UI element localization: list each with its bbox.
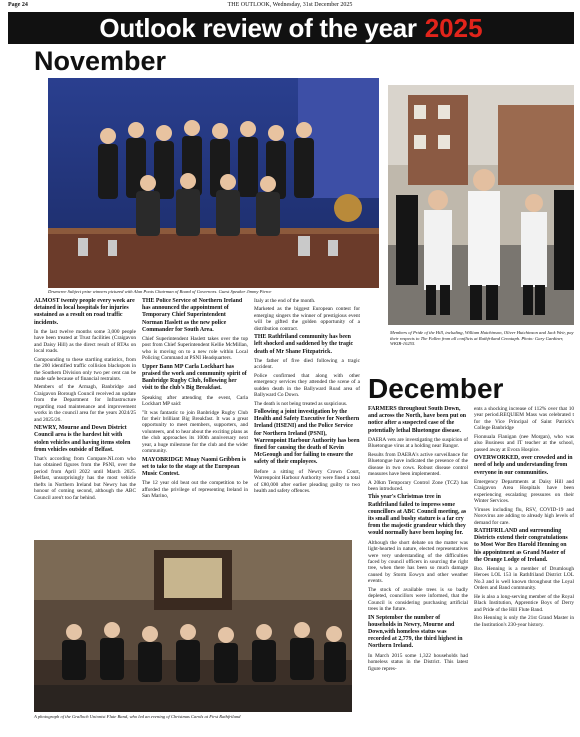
story-headline: RATHFRILAND and surrounding Districts extend their congratulations to Most Wor Bro Harold Henning on his appointment as Grand Master of the Orange Lodge of Ireland. [474,527,568,563]
story-text: Before a sitting of Newry Crown Court, Warrenpoint Harbour Authority were fined a total of £80,000 after earlier pleading guilty to two health and safety offences. [254,468,360,495]
banner-title: Outlook review of the year [99,12,417,43]
story-text: Emergency Departments at Daisy Hill and Craigavon Area Hospitals have been experiencing escalating pressures on their Winter Services. [474,478,574,505]
story-text: DAERA vets are investigating the suspicion of Bluetongue virus at a holding near Bangor. [368,436,468,450]
story-text: He is also a long-serving member of the Royal Black Institution, Apprentice Boys of Derry and Pride of the Hill Flute Band. [474,593,574,613]
banner-year: 2025 [424,12,483,43]
story-text: The death is not being treated as suspicious. [254,400,348,407]
story-text: A 20km Temporary Control Zone (TCZ) has been introduced. [368,479,468,492]
story-text: That's according from Compare.NI.com who has obtained figures from the PSNI, over the period from April 2022 until March 2025. Belfast, unsurprisingly has the most vehicle thefts in Northern Ireland but Newry has the honour of coming second, although the ABC Council aren't too far behind. [34,455,136,501]
december-column-2 [474,406,574,728]
cenotaph-photo [388,85,574,325]
december-heading: December [368,373,504,404]
story-headline: FARMERS throughout South Down, and across the North, have been put on notice after a suspected case of the potentially lethal Bluetongue disease. [368,406,467,434]
story-text: Police confirmed that along with other emergency services they attended the scene of a sudden death in the Ballyward Road area of Ballyward Co Down. [254,372,360,399]
prize-winners-photo [48,78,379,288]
story-headline: Upper Bann MP Carla Lockhart has praised the work and community spirit of Banbridge Rugby Club, following her visit to the club's Big Breakfast. [142,363,247,392]
story-headline: OVERWORKED, over crowded and in need of help and understanding from everyone in our communities. [474,455,573,476]
story-text: The stock of available trees is so badly depleted, councillors were informed, that the Council is considering purchasing artificial trees in the future. [368,586,468,613]
review-banner [8,12,574,44]
story-text: Marketed as the biggest European contest for emerging singers the winner of prestigious event will be gifted the golden opportunity of a distribution contract. [254,306,360,332]
masthead: THE OUTLOOK, Wednesday, 31st December 2025 [227,2,353,8]
prize-winners-caption: Drumcree Subject prize winners pictured with Alan Poots Chairman of Board of Governors. Guest Speaker Jimmy Pierce [48,289,272,294]
story-text: Viruses including flu, RSV, COVID-19 and Norovirus are adding to already high levels of demand for care. [474,506,574,526]
story-text: In the last twelve months some 3,000 people have been treated at Trust facilities (Craigavon and Daisy Hill) as the direct result of RTAs on local roads. [34,328,136,355]
story-text: Chief Superintendent Haslett takes over the top post from Chief Superintendent Kellie McMillan, who is moving on to a new role within Local Policing Command at PSNI Headquarters. [142,336,248,362]
december-column-1 [368,406,468,728]
story-text: Results from DAERA's active surveillance for Bluetongue have indicated the presence of the disease in two cows. Robust disease control measures have been implemented. [368,451,468,478]
story-text: In March 2015 some 1,322 households had homeless status in the District. This latest figure repres- [368,652,468,672]
flute-band-caption: A photograph of the Gralloch Unionist Flute Band, who led an evening of Christmas Carols at First Rathfriland [34,714,241,719]
story-headline: MAYOBRIDGE Muay Naomi Gribben is set to take to the stage at the European Music Contest. [142,456,246,478]
story-text: Although the short debate on the matter was light-hearted in nature, elected representatives were very understanding of the difficulties faced by council officers in sourcing the right tree, when there has been so much damage caused by Storm Eowyn and other weather events. [368,539,468,585]
story-text: Bro Henning is only the 21st Grand Master in the Institution's 230-year history. [474,615,574,628]
story-headline: THE Police Service of Northern Ireland has announced the appointment of Temporary Chief Superintendent Norman Haslett as the new police Commander for South Area. [142,298,243,333]
story-text: Fionnuala Flanigan (nee Morgan), who was also Business and IT teacher at the school, passed away at Evora Hospice. [474,433,574,453]
story-text: ents a shocking increase of 112% over that 10 year period.REQUIEM Mass was celebrated t for the Vice Principal of Saint Patrick's College Banbridge [474,406,574,432]
flute-band-photo [34,540,352,712]
story-headline: ALMOST twenty people every week are detained in local hospitals for injuries sustained as a result on road traffic incidents. [34,298,135,326]
story-headline: This year's Christmas tree in Rathfriland failed to impress some councillors at ABC Council meeting, as its small and bushy stature is a far cry from the majestic grandeur which they would normally have been hoping for. [368,494,467,537]
story-text: Italy at the end of the month. [254,298,316,304]
story-text: The father of five died following a tragic accident. [254,357,360,371]
story-headline: THE Rathfriland community has been left shocked and saddened by the tragic death of Mr Shane Fitzpatrick. [254,334,354,355]
story-headline: Following a joint investigation by the Health and Safety Executive for Northern Ireland (HSENI) and the Police Service for Northern Ireland (PSNI), Warrenpoint Harbour Authority has been fined for causing the death of Kevin McGeough and for failing to ensure the safety of their employees. [254,409,360,466]
story-text: "It was fantastic to join Banbridge Rugby Club for their brilliant Big Breakfast. It was a great opportunity to meet members, supporters, and volunteers, and to hear about the exciting plans as the club approaches its 100th anniversary next year, a huge milestone for the club and the wider community. [142,409,248,455]
story-text: Members of the Armagh, Banbridge and Craigavon Borough Council received an update from the Department for Infrastructure regarding road maintenance and improvement works in the council area for the years 2024/25 and 2025/26. [34,384,136,423]
november-column-2 [142,298,248,534]
story-headline: IN September the number of households in Newry, Mourne and Down,with homeless status was recorded at 2,779, the third highest in Northern Ireland. [368,614,463,650]
november-column-3 [254,298,360,534]
cenotaph-caption: Members of Pride of the Hill, including, William Hutchinson, Oliver Hutchinson and Jack Weir, pay their respects to The Fallen from all conflicts at Rathfriland Cenotaph. Photo: Gary Gardiner, WKIB-10255. [390,330,574,346]
story-headline: NEWRY, Mourne and Down District Council area is the hardest hit with stolen vehicles and having items stolen from vehicles outside of Belfast. [34,425,131,453]
page-number: Page 24 [8,2,28,8]
story-text: Bro. Henning is a member of Drumlough Heroes LOL 153 in Rathfriland District LOL No.3 and is well known throughout the Loyal Orders and Band community. [474,565,574,592]
november-heading: November [34,46,167,76]
november-column-1 [34,298,136,534]
story-text: Speaking after attending the event, Carla Lockhart MP said: [142,394,248,408]
page-header [8,2,572,12]
story-text: The 12 year old beat out the competition to be afforded the privilege of representing Ireland in San Marino, [142,480,248,500]
story-text: Compounding to these startling statistics, from the 200 identified traffic collision blackspots in the Southern Division only two per cent can be made safe because of financial restraints. [34,356,136,382]
